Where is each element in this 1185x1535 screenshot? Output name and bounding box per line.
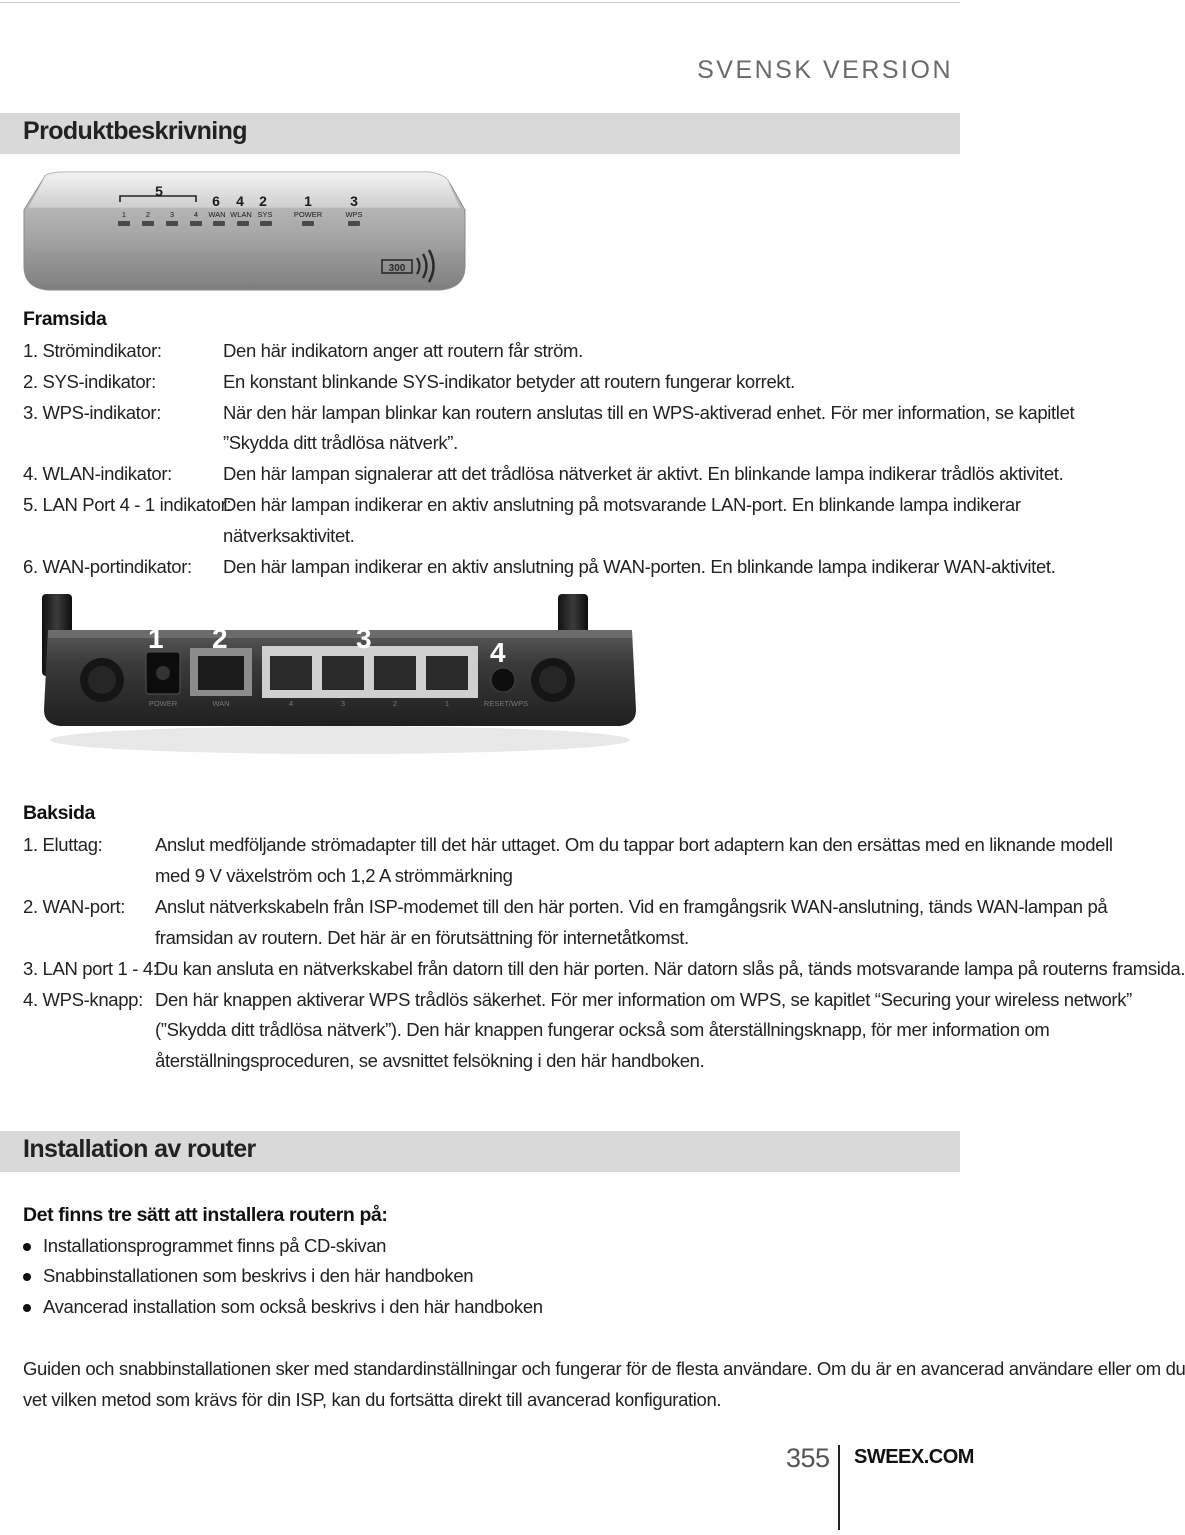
- back-item-label: 4. WPS-knapp:: [23, 989, 143, 1010]
- section-title-product: Produktbeskrivning: [23, 117, 247, 145]
- bullet-icon: [23, 1273, 31, 1281]
- front-item-label: 2. SYS-indikator:: [23, 371, 156, 392]
- back-port-label: 4: [288, 699, 294, 708]
- front-item-label: 5. LAN Port 4 - 1 indikator:: [23, 494, 232, 515]
- footer-divider: [838, 1445, 840, 1530]
- bullet-icon: [23, 1243, 31, 1251]
- front-group-label: 6: [212, 193, 220, 209]
- front-led-label: 3: [169, 210, 175, 219]
- language-label: SVENSK VERSION: [697, 56, 953, 84]
- back-callout: 4: [490, 637, 506, 668]
- back-item-text: Den här knappen aktiverar WPS trådlös säkerhet. För mer information om WPS, se kapitlet “Securing your wireless network”: [155, 989, 1132, 1010]
- front-led-label: WAN: [208, 210, 226, 219]
- top-rule: [0, 2, 960, 3]
- svg-text:300: 300: [388, 263, 406, 274]
- install-paragraph-line: vet vilken metod som krävs för din ISP, kan du fortsätta direkt till avancerad konfiguration.: [23, 1389, 722, 1410]
- install-subheading: Det finns tre sätt att installera routern på:: [23, 1204, 388, 1226]
- front-item-text: Den här lampan indikerar en aktiv anslutning på WAN-porten. En blinkande lampa indikerar WAN-aktivitet.: [223, 556, 1056, 577]
- back-heading: Baksida: [23, 802, 95, 824]
- back-item-text: (”Skydda ditt trådlösa nätverk”). Den här knappen fungerar också som återställningsknapp, för mer information om: [155, 1019, 1050, 1040]
- back-port-label: 3: [340, 699, 346, 708]
- front-item-label: 4. WLAN-indikator:: [23, 463, 172, 484]
- front-group-label: 2: [259, 193, 267, 209]
- install-bullet: Avancerad installation som också beskrivs i den här handboken: [43, 1296, 543, 1317]
- front-led-label: SYS: [257, 210, 273, 219]
- back-callout: 3: [356, 623, 372, 654]
- back-item-text: Anslut medföljande strömadapter till det här uttaget. Om du tappar bort adaptern kan den ersättas med en liknande modell: [155, 834, 1113, 855]
- bullet-icon: [23, 1304, 31, 1312]
- page-number: 355: [786, 1443, 830, 1473]
- back-item-text: Anslut nätverkskabeln från ISP-modemet till den här porten. Vid en framgångsrik WAN-anslutning, tänds WAN-lampan på: [155, 896, 1108, 917]
- section-title-install: Installation av router: [23, 1135, 256, 1163]
- front-led-label: WLAN: [230, 210, 252, 219]
- front-item-text: Den här lampan indikerar en aktiv anslutning på motsvarande LAN-port. En blinkande lampa indikerar: [223, 494, 1021, 515]
- front-group-label: 4: [236, 193, 244, 209]
- front-item-text: nätverksaktivitet.: [223, 525, 355, 546]
- back-callout: 2: [212, 623, 228, 654]
- back-item-text: med 9 V växelström och 1,2 A strömmärkning: [155, 865, 513, 886]
- front-item-text: ”Skydda ditt trådlösa nätverk”.: [223, 432, 458, 453]
- back-port-label: 2: [392, 699, 398, 708]
- front-group-label: 1: [304, 193, 312, 209]
- back-port-label: WAN: [212, 699, 230, 708]
- front-heading: Framsida: [23, 308, 107, 330]
- front-item-text: När den här lampan blinkar kan routern anslutas till en WPS-aktiverad enhet. För mer information, se kapitlet: [223, 402, 1075, 423]
- back-item-text: Du kan ansluta en nätverkskabel från datorn till den här porten. När datorn slås på, tänds motsvarande lampa på routerns framsida.: [155, 958, 1185, 979]
- front-item-text: Den här indikatorn anger att routern får ström.: [223, 340, 583, 361]
- install-bullet: Installationsprogrammet finns på CD-skivan: [43, 1235, 387, 1256]
- front-led-label: 2: [145, 210, 151, 219]
- front-item-label: 3. WPS-indikator:: [23, 402, 161, 423]
- back-port-label: RESET/WPS: [483, 699, 529, 708]
- front-led-label: 4: [193, 210, 199, 219]
- front-item-text: Den här lampan signalerar att det trådlösa nätverket är aktivt. En blinkande lampa indikerar trådlös aktivitet.: [223, 463, 1064, 484]
- front-item-label: 6. WAN-portindikator:: [23, 556, 192, 577]
- back-item-label: 1. Eluttag:: [23, 834, 103, 855]
- front-item-text: En konstant blinkande SYS-indikator betyder att routern fungerar korrekt.: [223, 371, 795, 392]
- front-led-label: POWER: [293, 210, 323, 219]
- install-paragraph-line: Guiden och snabbinstallationen sker med standardinställningar och fungerar för de flesta användare. Om du är en avancerad användare eller om du: [23, 1358, 1185, 1379]
- router-back-figure: [40, 592, 640, 760]
- back-item-label: 3. LAN port 1 - 4:: [23, 958, 158, 979]
- back-item-label: 2. WAN-port:: [23, 896, 126, 917]
- install-bullet: Snabbinstallationen som beskrivs i den här handboken: [43, 1265, 474, 1286]
- front-led-label: WPS: [345, 210, 363, 219]
- back-port-label: 1: [444, 699, 450, 708]
- front-led-label: 1: [121, 210, 127, 219]
- back-port-label: POWER: [148, 699, 178, 708]
- front-group-label: 5: [155, 183, 163, 199]
- back-item-text: återställningsproceduren, se avsnittet felsökning i den här handboken.: [155, 1050, 705, 1071]
- back-item-text: framsidan av routern. Det här är en förutsättning för internetåtkomst.: [155, 927, 689, 948]
- back-callout: 1: [148, 623, 164, 654]
- front-item-label: 1. Strömindikator:: [23, 340, 162, 361]
- front-group-label: 3: [350, 193, 358, 209]
- brand-link[interactable]: SWEEX.COM: [854, 1446, 974, 1468]
- router-front-figure: [20, 170, 470, 295]
